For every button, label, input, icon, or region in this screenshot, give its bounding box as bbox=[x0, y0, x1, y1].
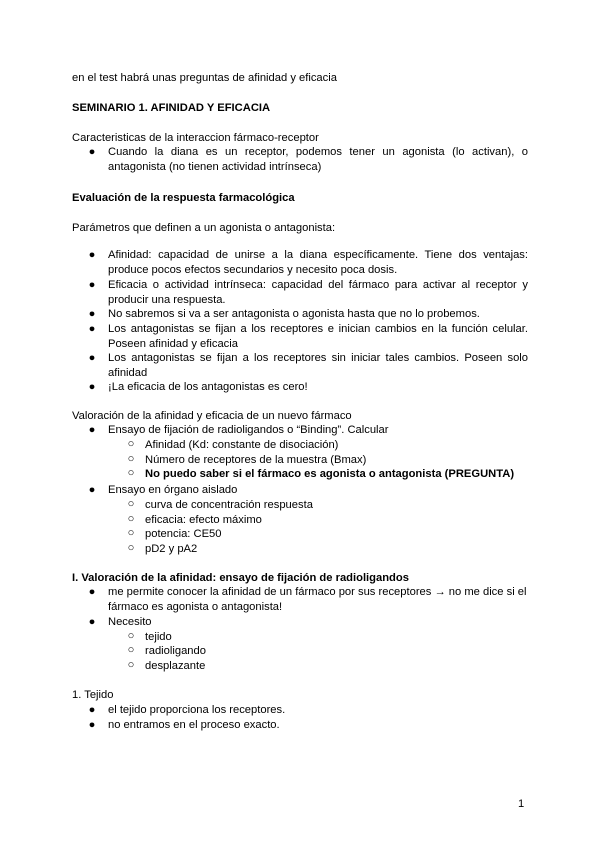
params-intro: Parámetros que definen a un agonista o antagonista: bbox=[72, 222, 336, 234]
evaluation-bullet: ¡La eficacia de los antagonistas es cero! bbox=[108, 381, 308, 393]
bullet-icon: ● bbox=[88, 249, 96, 261]
bullet-icon: ● bbox=[88, 616, 96, 628]
page-number: 1 bbox=[518, 798, 525, 810]
interaction-bullet-text: Cuando la diana es un receptor, podemos tener un agonista (lo activan), o antagonista (no tienen actividad intrínseca) bbox=[108, 146, 528, 173]
bullet-icon: ● bbox=[88, 719, 96, 731]
sub-bullet-icon: ○ bbox=[127, 498, 135, 510]
evaluation-bullet: Los antagonistas se fijan a los receptores sin iniciar tales cambios. Poseen solo afinidad bbox=[108, 352, 528, 379]
bullet-icon: ● bbox=[88, 279, 96, 291]
evaluation-bullet: No sabremos si va a ser antagonista o agonista hasta que no lo probemos. bbox=[108, 308, 480, 320]
sub-bullet-icon: ○ bbox=[127, 453, 135, 465]
evaluation-bullet: Los antagonistas se fijan a los receptores e inician cambios en la función celular. Poseen afinidad y eficacia bbox=[108, 323, 528, 350]
sub-bullet-icon: ○ bbox=[127, 513, 135, 525]
section-one-bullet-line2: fármaco es agonista o antagonista! bbox=[108, 601, 283, 613]
sub-bullet-icon: ○ bbox=[127, 630, 135, 642]
binding-assay: Ensayo de fijación de radioligandos o “Binding”. Calcular bbox=[108, 424, 389, 436]
tissue-heading: 1. Tejido bbox=[72, 689, 114, 701]
bullet-icon: ● bbox=[88, 484, 96, 496]
organ-assay: Ensayo en órgano aislado bbox=[108, 484, 238, 496]
sub-bullet-icon: ○ bbox=[127, 527, 135, 539]
sub-bullet-icon: ○ bbox=[127, 438, 135, 450]
organ-item: potencia: CE50 bbox=[145, 528, 222, 540]
bullet-icon: ● bbox=[88, 308, 96, 320]
need-item: tejido bbox=[145, 631, 172, 643]
bullet-icon: ● bbox=[88, 146, 96, 158]
bullet-icon: ● bbox=[88, 381, 96, 393]
sub-bullet-icon: ○ bbox=[127, 659, 135, 671]
sub-bullet-icon: ○ bbox=[127, 542, 135, 554]
section-one-bullet-line1: me permite conocer la afinidad de un fármaco por sus receptores → no me dice si el bbox=[108, 586, 527, 598]
bullet-icon: ● bbox=[88, 704, 96, 716]
tissue-item: no entramos en el proceso exacto. bbox=[108, 719, 280, 731]
section-one-heading: I. Valoración de la afinidad: ensayo de fijación de radioligandos bbox=[72, 572, 409, 584]
sub-bullet-icon: ○ bbox=[127, 644, 135, 656]
need-label: Necesito bbox=[108, 616, 152, 628]
binding-item: Afinidad (Kd: constante de disociación) bbox=[145, 439, 339, 451]
organ-item: curva de concentración respuesta bbox=[145, 499, 313, 511]
evaluation-heading: Evaluación de la respuesta farmacológica bbox=[72, 192, 295, 204]
seminar-title: SEMINARIO 1. AFINIDAD Y EFICACIA bbox=[72, 102, 271, 114]
bullet-icon: ● bbox=[88, 352, 96, 364]
valuation-heading: Valoración de la afinidad y eficacia de un nuevo fármaco bbox=[72, 410, 352, 422]
need-item: radioligando bbox=[145, 645, 206, 657]
need-item: desplazante bbox=[145, 660, 206, 672]
evaluation-bullet: Afinidad: capacidad de unirse a la diana específicamente. Tiene dos ventajas: produce pocos efectos secundarios y necesito poca dosis. bbox=[108, 249, 528, 276]
binding-item: Número de receptores de la muestra (Bmax) bbox=[145, 454, 367, 466]
evaluation-bullet: Eficacia o actividad intrínseca: capacidad del fármaco para activar al receptor y producir una respuesta. bbox=[108, 279, 528, 306]
interaction-heading: Caracteristicas de la interaccion fármaco-receptor bbox=[72, 132, 319, 144]
organ-item: eficacia: efecto máximo bbox=[145, 514, 262, 526]
intro-note: en el test habrá unas preguntas de afinidad y eficacia bbox=[72, 72, 337, 84]
binding-warning: No puedo saber si el fármaco es agonista o antagonista (PREGUNTA) bbox=[145, 468, 515, 480]
organ-item: pD2 y pA2 bbox=[145, 543, 198, 555]
tissue-item: el tejido proporciona los receptores. bbox=[108, 704, 286, 716]
bullet-icon: ● bbox=[88, 323, 96, 335]
bullet-icon: ● bbox=[88, 424, 96, 436]
sub-bullet-icon: ○ bbox=[127, 467, 135, 479]
bullet-icon: ● bbox=[88, 586, 96, 598]
